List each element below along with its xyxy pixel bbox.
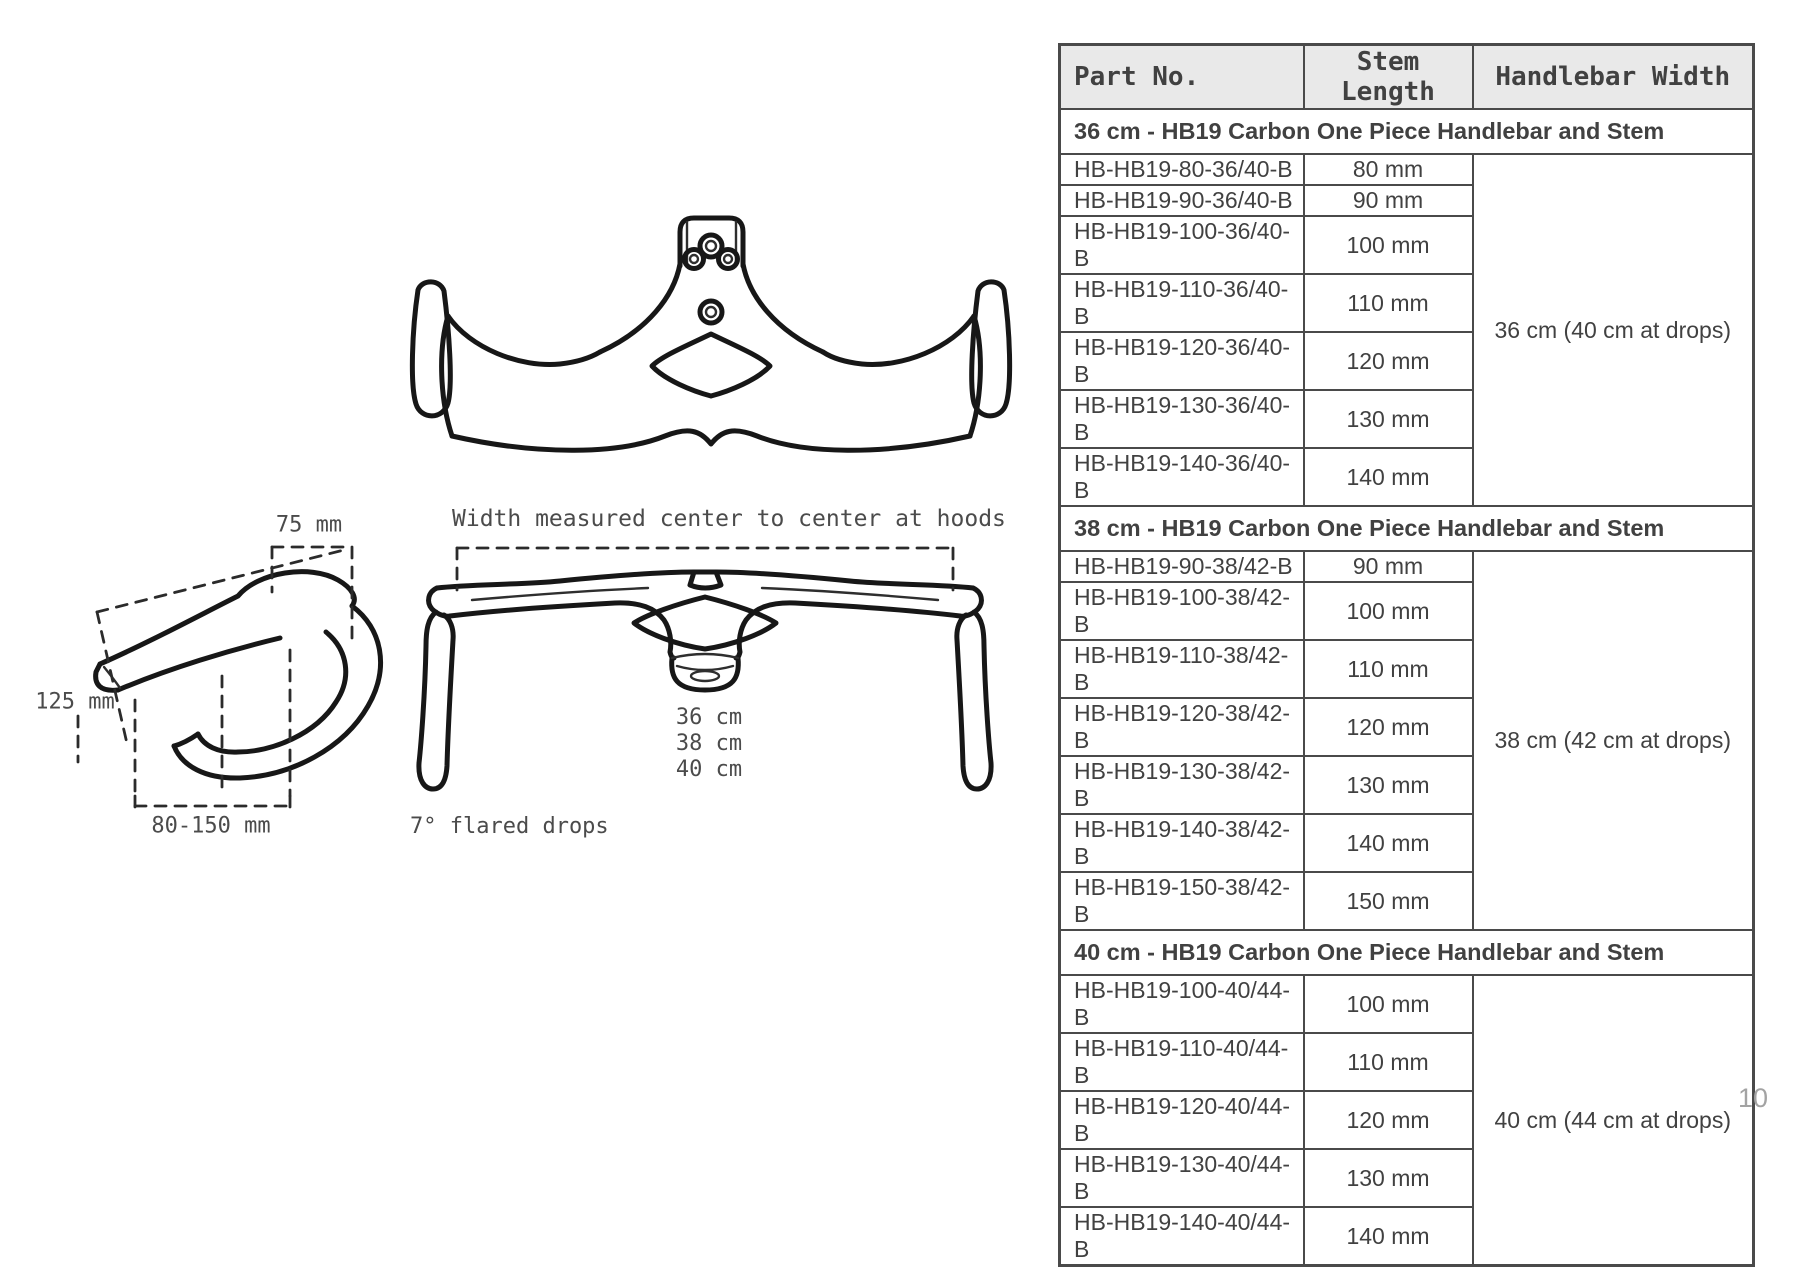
front-view-cutout xyxy=(634,597,776,649)
part-number-cell: HB-HB19-120-40/44-B xyxy=(1060,1091,1304,1149)
part-number-cell: HB-HB19-140-36/40-B xyxy=(1060,448,1304,506)
part-number-cell: HB-HB19-110-36/40-B xyxy=(1060,274,1304,332)
size-36cm-label: 36 cm xyxy=(675,705,743,730)
stem-length-cell: 110 mm xyxy=(1304,640,1473,698)
front-view-left-drop xyxy=(419,612,453,789)
stem-length-cell: 100 mm xyxy=(1304,216,1473,274)
part-number-cell: HB-HB19-80-36/40-B xyxy=(1060,154,1304,185)
stem-length-cell: 100 mm xyxy=(1304,975,1473,1033)
table-row xyxy=(1060,551,1754,582)
part-number-cell: HB-HB19-150-38/42-B xyxy=(1060,872,1304,930)
spec-table xyxy=(1058,43,1752,1262)
table-row xyxy=(1060,154,1754,185)
side-view-drawing xyxy=(78,547,381,816)
section-header: 36 cm - HB19 Carbon One Piece Handlebar and Stem xyxy=(1060,109,1754,154)
part-number-cell: HB-HB19-100-36/40-B xyxy=(1060,216,1304,274)
part-number-cell: HB-HB19-130-40/44-B xyxy=(1060,1149,1304,1207)
part-number-cell: HB-HB19-140-38/42-B xyxy=(1060,814,1304,872)
part-number-cell: HB-HB19-90-36/40-B xyxy=(1060,185,1304,216)
stem-length-cell: 140 mm xyxy=(1304,448,1473,506)
part-number-cell: HB-HB19-120-36/40-B xyxy=(1060,332,1304,390)
reach-range-dimension-label: 80-150 mm xyxy=(151,813,271,839)
stem-length-cell: 90 mm xyxy=(1304,185,1473,216)
size-38cm-label: 38 cm xyxy=(675,731,743,756)
stem-length-cell: 130 mm xyxy=(1304,756,1473,814)
stem-length-cell: 110 mm xyxy=(1304,1033,1473,1091)
table-row xyxy=(1060,975,1754,1033)
top-view-drawing xyxy=(412,218,1009,450)
part-number-cell: HB-HB19-110-38/42-B xyxy=(1060,640,1304,698)
page-number: 10 xyxy=(1738,1083,1769,1113)
part-number-cell: HB-HB19-120-38/42-B xyxy=(1060,698,1304,756)
stem-length-cell: 110 mm xyxy=(1304,274,1473,332)
flare-note-label: 7° flared drops xyxy=(410,814,609,839)
top-view-cutout xyxy=(652,334,770,396)
front-view-right-drop xyxy=(957,612,991,789)
column-header-handlebar-width: Handlebar Width xyxy=(1473,45,1754,110)
stem-length-cell: 130 mm xyxy=(1304,1149,1473,1207)
part-number-cell: HB-HB19-140-40/44-B xyxy=(1060,1207,1304,1266)
section-header: 38 cm - HB19 Carbon One Piece Handlebar and Stem xyxy=(1060,506,1754,551)
stem-length-cell: 120 mm xyxy=(1304,1091,1473,1149)
column-header-stem-length: Stem Length xyxy=(1304,45,1473,110)
handlebar-width-cell: 36 cm (40 cm at drops) xyxy=(1473,154,1754,506)
size-40cm-label: 40 cm xyxy=(675,757,743,782)
stem-top-dimension-label: 75 mm xyxy=(275,512,343,538)
stem-length-cell: 80 mm xyxy=(1304,154,1473,185)
part-number-cell: HB-HB19-100-40/44-B xyxy=(1060,975,1304,1033)
handlebar-size-options-label xyxy=(676,705,742,783)
part-number-cell: HB-HB19-100-38/42-B xyxy=(1060,582,1304,640)
part-number-cell: HB-HB19-90-38/42-B xyxy=(1060,551,1304,582)
width-note-label: Width measured center to center at hoods xyxy=(452,506,1006,532)
stem-length-cell: 120 mm xyxy=(1304,332,1473,390)
handlebar-width-cell: 40 cm (44 cm at drops) xyxy=(1473,975,1754,1266)
stem-length-cell: 150 mm xyxy=(1304,872,1473,930)
section-header: 40 cm - HB19 Carbon One Piece Handlebar and Stem xyxy=(1060,930,1754,975)
stem-length-cell: 140 mm xyxy=(1304,1207,1473,1266)
part-number-cell: HB-HB19-130-38/42-B xyxy=(1060,756,1304,814)
part-number-cell: HB-HB19-130-36/40-B xyxy=(1060,390,1304,448)
stem-length-cell: 140 mm xyxy=(1304,814,1473,872)
stem-length-cell: 130 mm xyxy=(1304,390,1473,448)
part-number-cell: HB-HB19-110-40/44-B xyxy=(1060,1033,1304,1091)
part-spec-table xyxy=(1058,43,1755,1267)
stem-length-cell: 120 mm xyxy=(1304,698,1473,756)
handlebar-width-cell: 38 cm (42 cm at drops) xyxy=(1473,551,1754,930)
stem-length-cell: 90 mm xyxy=(1304,551,1473,582)
stem-length-cell: 100 mm xyxy=(1304,582,1473,640)
column-header-part-no: Part No. xyxy=(1060,45,1304,110)
drop-depth-dimension-label: 125 mm xyxy=(35,689,115,715)
